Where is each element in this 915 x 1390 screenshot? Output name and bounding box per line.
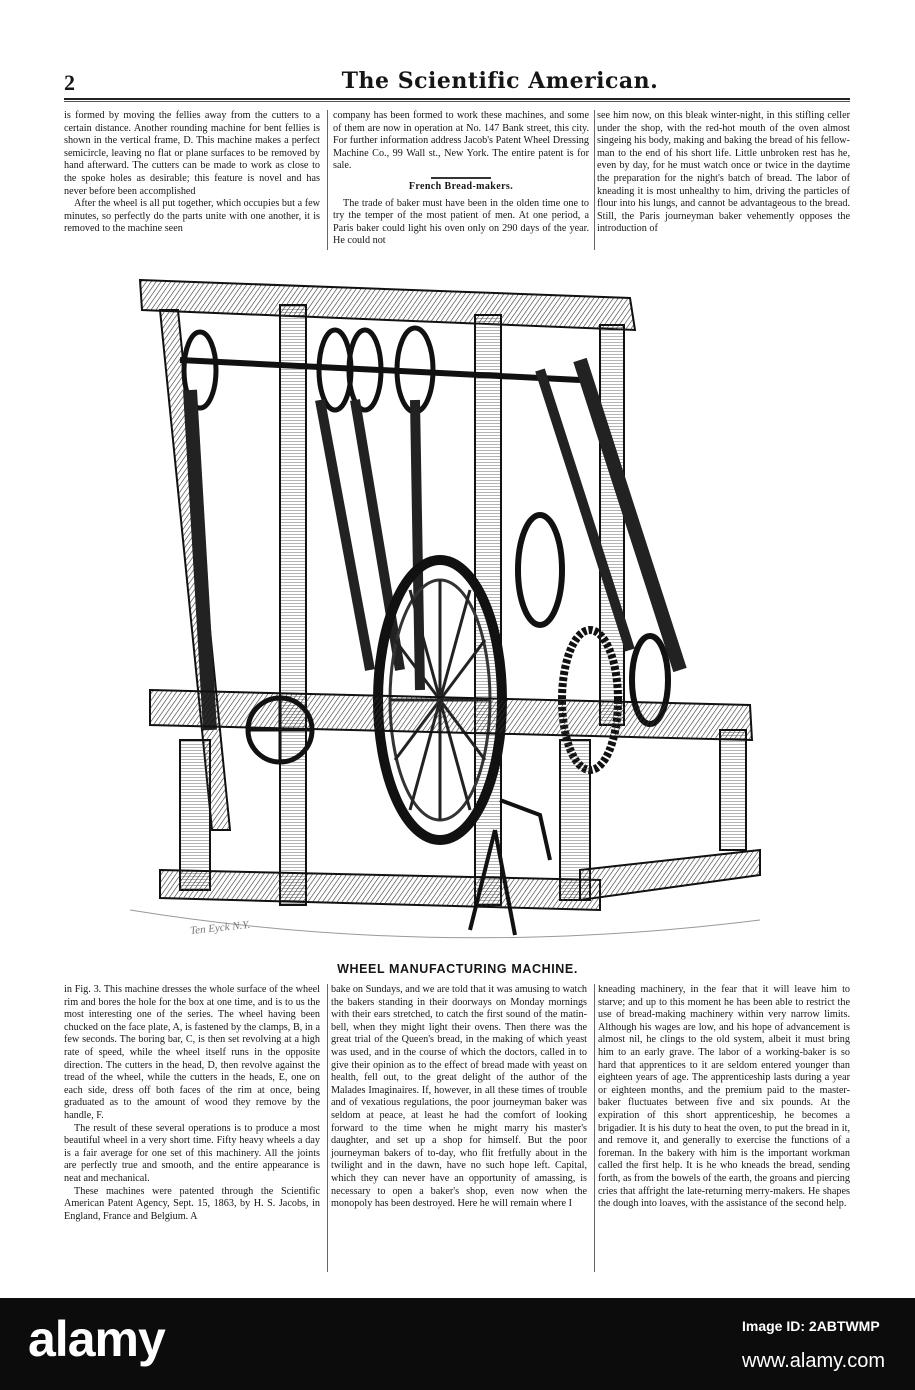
paragraph: company has been formed to work these machines, and some of them are now in operation at No. 147 Bank street, this city. For further information address Jacob's Patent Wheel Dressing Machine Co., 99 Wall st., New York. The entire patent is for sale. — [333, 110, 589, 172]
image-id-label: Image ID: — [742, 1318, 806, 1334]
article-heading-text: French Bread-makers. — [408, 180, 514, 192]
image-id — [742, 1318, 880, 1334]
column-rule — [327, 110, 328, 250]
figure-caption: WHEEL MANUFACTURING MACHINE. — [337, 962, 578, 976]
paragraph: is formed by moving the fellies away from the cutters to a certain distance. Another rounding machine for bent fellies is shown in the vertical frame, D. This machine makes a perfect semicircle, leaving no flat or plane surfaces to be removed by hand afterward. The cutters can be made to work as close to the spoke holes as desirable; this feature is novel and has never before been accomplished — [64, 110, 320, 197]
article-heading — [333, 177, 589, 194]
alamy-logo: alamy — [28, 1311, 165, 1367]
site-url: www.alamy.com — [742, 1350, 885, 1372]
paragraph: kneading machinery, in the fear that it will leave him to starve; and up to this moment he has been able to restrict the use of bread-making machinery within very narrow limits. Although his wages are low, and his hope of advancement is almost nil, he clings to the old system, albeit it must bring him to an early grave. The labor of a working-baker is so hard that apprentices to it are seldom entered younger than eighteen years of age. The apprenticeship lasts during a year or eighteen months, and the premium paid to the master-baker fluctuates between five and six pounds. At the expiration of this short apprenticeship, he becomes a brigadier. It is his duty to heat the oven, to put the bread in it, and remove it, and generally to exercise the functions of a foreman. In the bakery with him is the important workman called the first help. It is he who kneads the bread, sending forth, as from the bowels of the earth, the groans and piercing cries that affright the late-returning merry-makers. He shapes the dough into loaves, with the assistance of the second help. — [598, 984, 850, 1210]
column-rule — [594, 110, 595, 250]
heading-ornament — [431, 177, 491, 179]
column-rule — [594, 984, 595, 1272]
paragraph: The result of these several operations is to produce a most beautiful wheel in a very short time. Fifty heavy wheels a day is a fair average for one set of this machinery. All the joints are perfectly true and smooth, and the entire appearance is neat and mechanical. — [64, 1122, 320, 1184]
engraver-signature: Ten Eyck N.Y. — [189, 918, 251, 938]
top-column-3 — [597, 110, 850, 236]
engraving-illustration — [120, 270, 770, 960]
bottom-column-1 — [64, 984, 320, 1223]
header-rule-thin — [64, 101, 850, 102]
paragraph: see him now, on this bleak winter-night, in this stifling celler under the shop, with the red-hot mouth of the oven almost singeing his body, making and baking the bread of his fellow-man to the end of his short life. Little unbroken rest has he, even by day, for he must watch once or twice in the daytime the preparation for the night's batch of bread. The labor of kneading it is most unhealthy to him, driving the particles of flour into his lungs, and cannot be advantageous to the bread. Still, the Paris journeyman baker vehemently opposes the introduction of — [597, 110, 850, 235]
top-column-1 — [64, 110, 320, 236]
paragraph: bake on Sundays, and we are told that it was amusing to watch the bakers standing in their doorways on Monday mornings with their ears stretched, to catch the first sound of the matin-bell, when they might light their ovens. Then there was the great trial of the Queen's bread, in the making of which yeast was used, and in the course of which the doctors, called in to give their opinion as to the effect of bread made with yeast on health, fell out, to the great delight of the author of the Malades Imaginaires. If, however, in all these times of trouble and of vexatious regulations, the poor journeyman baker was seldom at peace, at least he had the comfort of looking forward to the time when he might marry his master's daughter, and set up a shop for himself. But the poor journeyman bakers of to-day, who flit fretfully about in the twilight and in the dawn, have no such hope left. Capital, which they can never have an opportunity of amassing, is necessary to open a baker's shop, even now when the monopoly has been destroyed. Here he will remain where I — [331, 984, 587, 1210]
header-rule — [64, 98, 850, 100]
paragraph: in Fig. 3. This machine dresses the whole surface of the wheel rim and bores the hole for the box at one time, and is to us the most interesting one of the series. The wheel having been chucked on the face plate, A, is fastened by the clamps, B, in a few seconds. The boring bar, C, is then set revolving at a high rate of speed, while the wheel itself runs in the opposite direction. The cutters in the head, D, then revolve against the tread of the wheel, while the cutters in the heads, E, one on each side, dress off both faces of the rim at once, being graduated as to the amount of wood they remove by the handle, F. — [64, 984, 320, 1121]
bottom-column-2 — [331, 984, 587, 1211]
page-number: 2 — [64, 70, 75, 95]
image-id-value: 2ABTWMP — [808, 1318, 880, 1334]
masthead: The Scientific American. — [341, 68, 659, 94]
paragraph: The trade of baker must have been in the olden time one to try the temper of the most patient of men. At one period, a Paris baker could light his oven only on 290 days of the year. He could not — [333, 197, 589, 247]
column-rule — [327, 984, 328, 1272]
paragraph: These machines were patented through the Scientific American Patent Agency, Sept. 15, 1863, by H. S. Jacobs, in England, France and Belgium. A — [64, 1185, 320, 1222]
bottom-column-3 — [598, 984, 850, 1211]
paragraph: After the wheel is all put together, which occupies but a few minutes, so perfectly do the parts unite with one another, it is removed to the machine seen — [64, 198, 320, 235]
top-column-2 — [333, 110, 589, 248]
